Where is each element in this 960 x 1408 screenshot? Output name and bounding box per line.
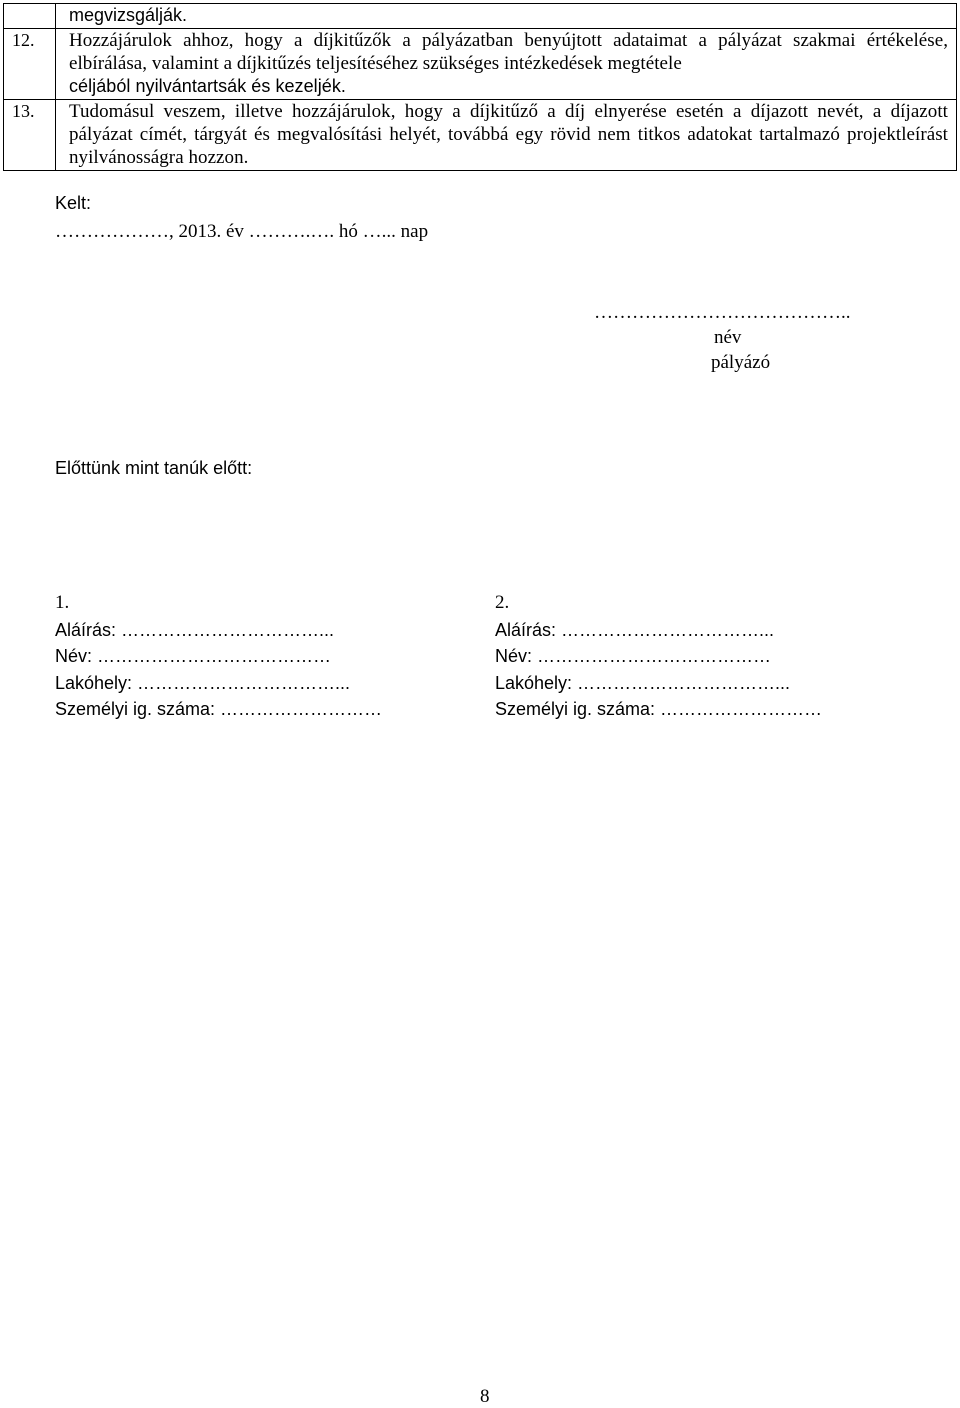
witness-2-block [495, 590, 822, 723]
witness-name-field: Név: ………………………………… [495, 646, 772, 666]
signature-role-label: pályázó [711, 352, 771, 373]
clause-text-main: Tudomásul veszem, illetve hozzájárulok, hogy a díjkitűző a díj elnyerése esetén a díjazott nevét, a díjazott pályázat címét, tárgyát és megvalósítási helyét, továbbá egy rövid nem titkos adatokat tartalmazó projektleírást nyilvánosságra hozzon. [69, 101, 948, 168]
page-number: 8 [480, 1386, 490, 1407]
witness-signature-field: Aláírás: ……………………………... [55, 619, 335, 640]
clause-text-main: Hozzájárulok ahhoz, hogy a díjkitűzők a pályázatban benyújtott adataimat a pályázat szakmai értékelése, elbírálása, valamint a díjkitűzés teljesítéséhez szükséges intézkedések megtétele [69, 30, 948, 74]
witness-1-block [55, 590, 382, 723]
clause-row-13 [4, 100, 957, 171]
witness-id-field: Személyi ig. száma: ……………………… [495, 699, 823, 719]
witnesses-intro: Előttünk mint tanúk előtt: [55, 458, 253, 478]
clause-text [56, 100, 957, 171]
witness-address-field: Lakóhely: ……………………………... [495, 672, 791, 693]
clause-text-tail: céljából nyilvántartsák és kezeljék. [69, 76, 346, 96]
witness-name-field: Név: ………………………………… [55, 646, 332, 666]
witness-id-field: Személyi ig. száma: ……………………… [55, 699, 383, 719]
signature-dotted-line: ………………………………….. [594, 302, 851, 323]
clause-text: megvizsgálják. [56, 4, 957, 29]
clauses-table [3, 3, 957, 171]
clause-number: 13. [4, 100, 56, 171]
clause-text [56, 29, 957, 100]
date-label: Kelt: [55, 193, 92, 213]
clause-number [4, 4, 56, 29]
witness-address-field: Lakóhely: ……………………………... [55, 672, 351, 693]
clause-number: 12. [4, 29, 56, 100]
clause-row-12 [4, 29, 957, 100]
clause-row-continuation [4, 4, 957, 29]
witness-number: 1. [55, 592, 70, 613]
witness-number: 2. [495, 592, 510, 613]
witness-signature-field: Aláírás: ……………………………... [495, 619, 775, 640]
signature-name-label: név [714, 327, 742, 348]
date-fill-line: ………………, 2013. év ……….…. hó …... nap [55, 221, 429, 242]
